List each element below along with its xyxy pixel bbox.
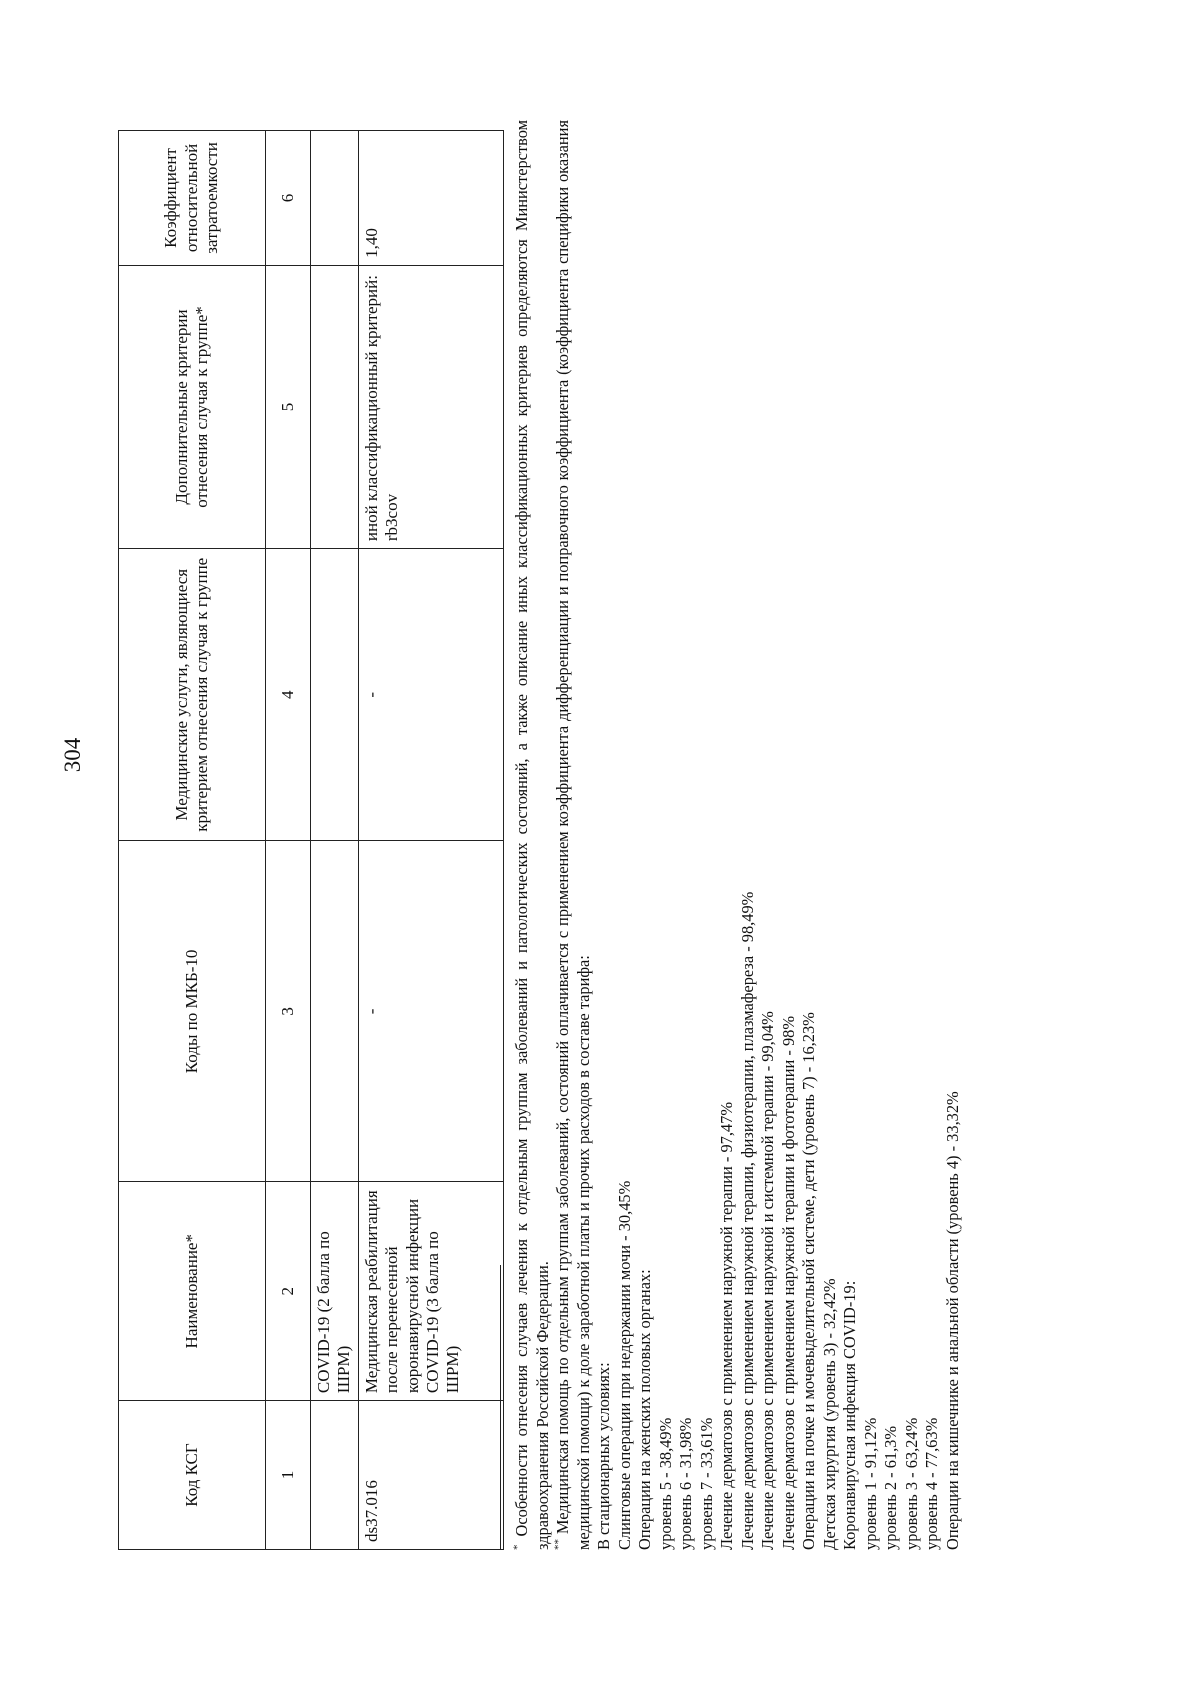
cell-name: Медицинская реабилитация после перенесенной коронавирусной инфекции COVID-19 (3 балла по ШРМ)	[358, 1182, 503, 1401]
cell-ksg-code: ds37.016	[358, 1401, 503, 1550]
list-item: Слинговые операции при недержании мочи - 30,45%	[614, 1180, 634, 1550]
list-item: Операции на женских половых органах:	[635, 1269, 654, 1550]
cell-medical-services: -	[358, 549, 503, 841]
footnote-1	[512, 120, 553, 1550]
header-additional-criteria: Дополнительные критерии отнесения случая к группе*	[119, 265, 266, 548]
list-item: уровень 3 - 63,24%	[901, 1417, 921, 1550]
list-item: Лечение дерматозов с применением наружной терапии - 97,47%	[717, 1102, 736, 1550]
coefficient-list	[594, 120, 963, 1550]
ksg-table	[118, 130, 504, 1550]
list-item: Операции на кишечнике и анальной области (уровень 4) - 33,32%	[942, 1091, 962, 1550]
column-number: 6	[266, 131, 311, 266]
list-item: уровень 6 - 31,98%	[676, 1417, 695, 1550]
page-number: 304	[60, 737, 85, 773]
list-item: Лечение дерматозов с применением наружной терапии, физиотерапии, плазмафереза - 98,49%	[737, 891, 757, 1550]
list-item: уровень 5 - 38,49%	[655, 1417, 675, 1550]
column-number: 2	[266, 1182, 311, 1401]
cell-name: COVID-19 (2 балла по ШРМ)	[311, 1182, 359, 1401]
cell-additional-criteria: иной классификационный критерий: rb3cov	[358, 265, 503, 548]
rotated-page	[0, 50, 1140, 1650]
cell-medical-services	[311, 549, 359, 841]
table-column-numbers-row	[266, 131, 311, 1550]
list-item: уровень 7 - 33,61%	[696, 1417, 716, 1550]
list-item: Операции на почке и мочевыделительной системе, дети (уровень 7) - 16,23%	[799, 1012, 818, 1550]
table-row	[358, 131, 503, 1550]
column-number: 1	[266, 1401, 311, 1550]
list-item: уровень 2 - 61,3%	[881, 1425, 900, 1550]
footnote-separator	[500, 1265, 501, 1550]
cell-icd-codes: -	[358, 841, 503, 1182]
header-ksg-code: Код КСГ	[119, 1401, 266, 1550]
header-cost-coefficient: Коэффициент относительной затратоемкости	[119, 131, 266, 266]
list-item: Коронавирусная инфекция COVID-19:	[840, 1280, 859, 1550]
table-header-row	[119, 131, 266, 1550]
list-item: уровень 1 - 91,12%	[860, 1417, 880, 1550]
footnotes	[512, 120, 963, 1550]
column-number: 3	[266, 841, 311, 1182]
cell-cost-coefficient: 1,40	[358, 131, 503, 266]
footnote-1-text: Особенности отнесения случаев лечения к отдельным группам заболеваний и патологических состояний, а также описание иных классификационных критериев определяются Министерством здравоохранения Российской Федерации.	[512, 120, 552, 1550]
cell-additional-criteria	[311, 265, 359, 548]
list-item: уровень 4 - 77,63%	[922, 1417, 941, 1550]
footnote-marker: *	[511, 1544, 524, 1550]
list-item: Лечение дерматозов с применением наружной терапии и фототерапии - 98%	[778, 1016, 798, 1550]
cell-cost-coefficient	[311, 131, 359, 266]
list-item: В стационарных условиях:	[594, 1362, 613, 1550]
column-number: 4	[266, 549, 311, 841]
table-row	[311, 131, 359, 1550]
header-medical-services: Медицинские услуги, являющиеся критерием отнесения случая к группе	[119, 549, 266, 841]
footnote-2-text: Медицинская помощь по отдельным группам заболеваний, состояний оплачивается с применением коэффициента дифференциации и поправочного коэффициента (коэффициента специфики оказания медицинской помощи) к доле заработной платы и прочих расходов в составе тарифа:	[553, 120, 593, 1550]
list-item: Лечение дерматозов с применением наружной и системной терапии - 99,04%	[758, 1011, 777, 1550]
column-number: 5	[266, 265, 311, 548]
footnote-2	[553, 120, 594, 1550]
cell-icd-codes	[311, 841, 359, 1182]
header-name: Наименование*	[119, 1182, 266, 1401]
list-item: Детская хирургия (уровень 3) - 32,42%	[819, 1278, 839, 1550]
cell-ksg-code	[311, 1401, 359, 1550]
footnote-marker: **	[552, 1539, 565, 1550]
header-icd-codes: Коды по МКБ-10	[119, 841, 266, 1182]
